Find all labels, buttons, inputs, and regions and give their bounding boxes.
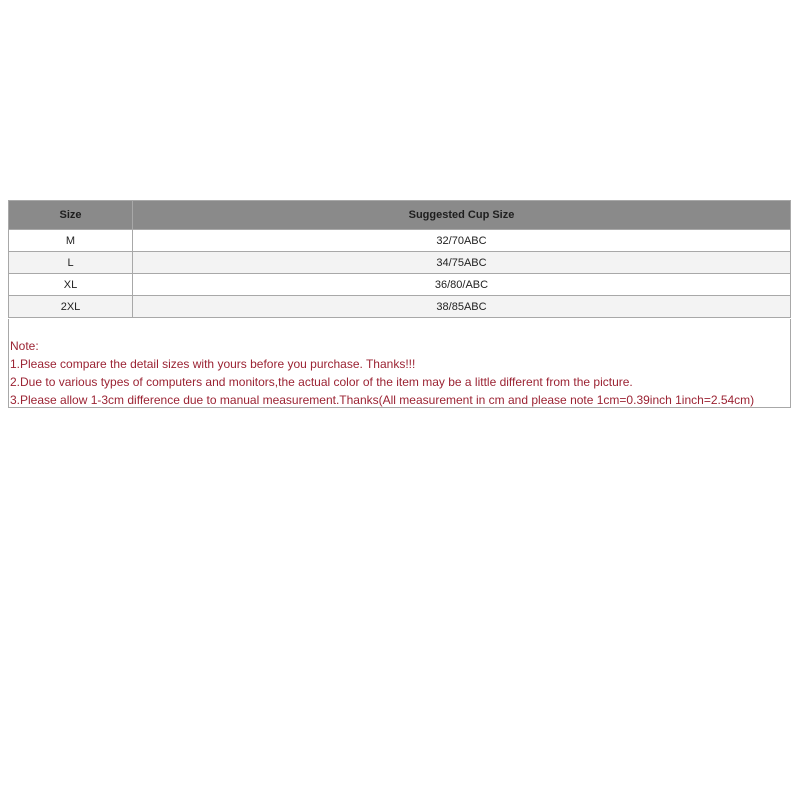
cup-size-cell: 34/75ABC: [133, 252, 791, 274]
table-row: [9, 230, 791, 252]
size-chart-table: [8, 200, 791, 318]
table-row: [9, 252, 791, 274]
column-header-suggested-cup-size: Suggested Cup Size: [133, 201, 791, 230]
size-cell: XL: [9, 274, 133, 296]
notes-heading: Note:: [10, 339, 39, 353]
size-cell: L: [9, 252, 133, 274]
note-line-compare-sizes: 1.Please compare the detail sizes with yours before you purchase. Thanks!!!: [10, 357, 416, 371]
column-header-size: Size: [9, 201, 133, 230]
notes-box: [8, 319, 791, 408]
table-header-row: [9, 201, 791, 230]
size-cell: M: [9, 230, 133, 252]
note-line-measurement-difference: 3.Please allow 1-3cm difference due to manual measurement.Thanks(All measurement in cm and please note 1cm=0.39inch 1inch=2.54cm): [10, 393, 755, 407]
cup-size-cell: 36/80/ABC: [133, 274, 791, 296]
note-line-color-difference: 2.Due to various types of computers and monitors,the actual color of the item may be a little different from the picture.: [10, 375, 633, 389]
table-row: [9, 296, 791, 318]
cup-size-cell: 38/85ABC: [133, 296, 791, 318]
size-cell: 2XL: [9, 296, 133, 318]
cup-size-cell: 32/70ABC: [133, 230, 791, 252]
table-row: [9, 274, 791, 296]
